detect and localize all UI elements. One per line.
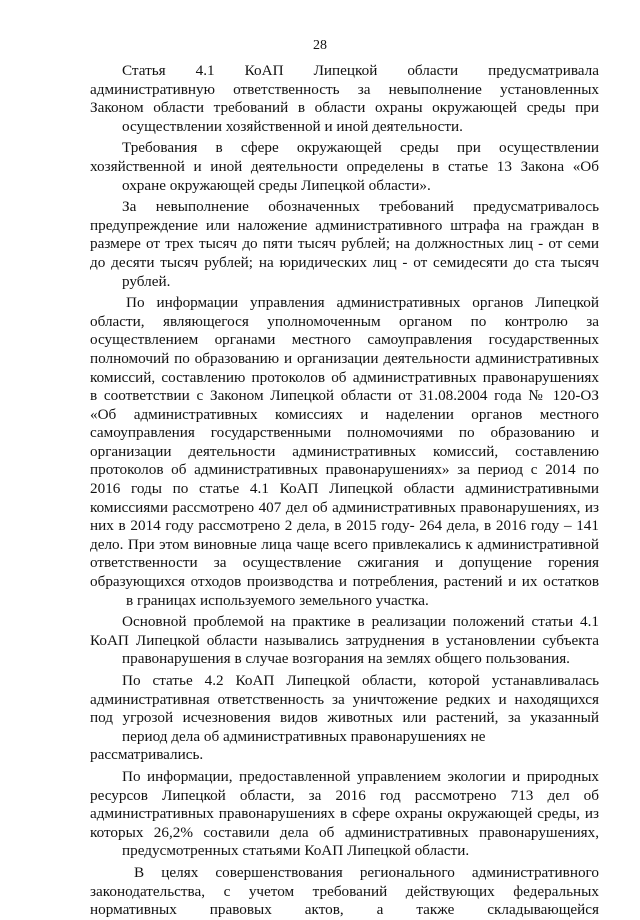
text-line: в соответствии с Законом Липецкой области от 31.08.2004 года № 120-ОЗ — [90, 387, 599, 405]
text-line: Требования в сфере окружающей среды при осуществлении — [122, 139, 599, 157]
text-line: них в 2014 году рассмотрено 2 дела, в 2015 году- 264 дела, в 2016 году – 141 — [90, 517, 599, 535]
paragraph-penalties — [90, 198, 599, 291]
text-line: административных правонарушениях в сфере охраны окружающей среды, из — [90, 805, 599, 823]
text-line: комиссиями рассмотрено 407 дел об административных правонарушениях, из — [90, 498, 599, 516]
paragraph-main-problem — [90, 613, 599, 669]
text-line: нормативных правовых актов, а также складывающейся — [90, 901, 599, 919]
text-line: ресурсов Липецкой области, за 2016 год рассмотрено 713 дел об — [90, 786, 599, 804]
text-line: «Об административных комиссиях и наделении органов местного — [90, 405, 599, 423]
text-line: законодательства, с учетом требований действующих федеральных — [90, 882, 599, 900]
text-line: период дела об административных правонарушениях не рассматривались. — [90, 727, 486, 764]
text-line: до десяти тысяч рублей; на юридических лиц - от семидесяти до ста тысяч — [90, 253, 599, 271]
text-line: За невыполнение обозначенных требований предусматривалось — [122, 198, 599, 216]
text-line: 2016 годы по статье 4.1 КоАП Липецкой области административными — [90, 480, 599, 498]
text-line: протоколов об административных правонарушениях» за период с 2014 по — [90, 461, 599, 479]
text-line: полномочий по образованию и организации деятельности административных — [90, 349, 599, 367]
text-line: образующихся отходов производства и потребления, растений и их остатков — [90, 573, 599, 591]
text-line: которых 26,2% составили дела об административных правонарушениях, — [90, 823, 599, 841]
text-line: осуществлении хозяйственной и иной деятельности. — [122, 117, 463, 135]
paragraph-article-4-2 — [90, 672, 599, 765]
text-line: организации деятельности административных комиссий, составлению — [90, 442, 599, 460]
paragraph-improvement — [90, 864, 599, 920]
text-line: комиссий, составлению протоколов об административных правонарушениях — [90, 368, 599, 386]
text-line: По статье 4.2 КоАП Липецкой области, которой устанавливалась — [122, 672, 599, 689]
text-line: ответственности за осуществление сжигания и допущение горения — [90, 554, 599, 572]
text-line: самоуправления государственными полномочиями по образованию и — [90, 424, 599, 442]
text-line: рублей. — [122, 272, 171, 290]
text-line: Основной проблемой на практике в реализации положений статьи 4.1 — [122, 613, 599, 631]
text-line: охране окружающей среды Липецкой области». — [122, 176, 431, 194]
text-line: административная ответственность за уничтожение редких и находящихся — [90, 690, 599, 708]
text-line: КоАП Липецкой области назывались затруднения в установлении субъекта — [90, 631, 599, 649]
text-line: под угрозой исчезновения видов животных или растений, за указанный — [90, 709, 599, 727]
paragraph-article-4-1 — [90, 62, 599, 136]
text-line: По информации, предоставленной управлением экологии и природных — [122, 767, 599, 785]
page-number: 28 — [313, 38, 327, 53]
text-line: В целях совершенствования регионального административного — [134, 863, 599, 881]
text-line: предусмотренных статьями КоАП Липецкой области. — [122, 842, 470, 860]
text-line: размере от трех тысяч до пяти тысяч рублей; на должностных лиц - от семи — [90, 235, 599, 253]
paragraph-administration-info — [90, 294, 599, 610]
text-line: предупреждение или наложение административного штрафа на граждан в — [90, 216, 599, 234]
text-line: дело. При этом виновные лица чаще всего привлекались к административной — [90, 535, 599, 553]
paragraph-ecology-info — [90, 768, 599, 861]
text-line: области, являющегося уполномоченным органом по контролю за — [90, 312, 599, 330]
text-line: Законом области требований в области охраны окружающей среды при — [90, 99, 599, 117]
document-body — [90, 62, 599, 920]
text-line: административную ответственность за невыполнение установленных — [90, 80, 599, 98]
text-line: хозяйственной и иной деятельности определены в статье 13 Закона «Об — [90, 157, 599, 175]
text-line: осуществлением органами местного самоуправления государственных — [90, 331, 599, 349]
text-line: По информации управления административных органов Липецкой — [126, 294, 599, 312]
paragraph-requirements — [90, 139, 599, 195]
text-line: Статья 4.1 КоАП Липецкой области предусматривала — [122, 62, 599, 79]
text-line: правонарушения в случае возгорания на землях общего пользования. — [122, 650, 570, 668]
text-line: в границах используемого земельного участка. — [126, 591, 429, 609]
